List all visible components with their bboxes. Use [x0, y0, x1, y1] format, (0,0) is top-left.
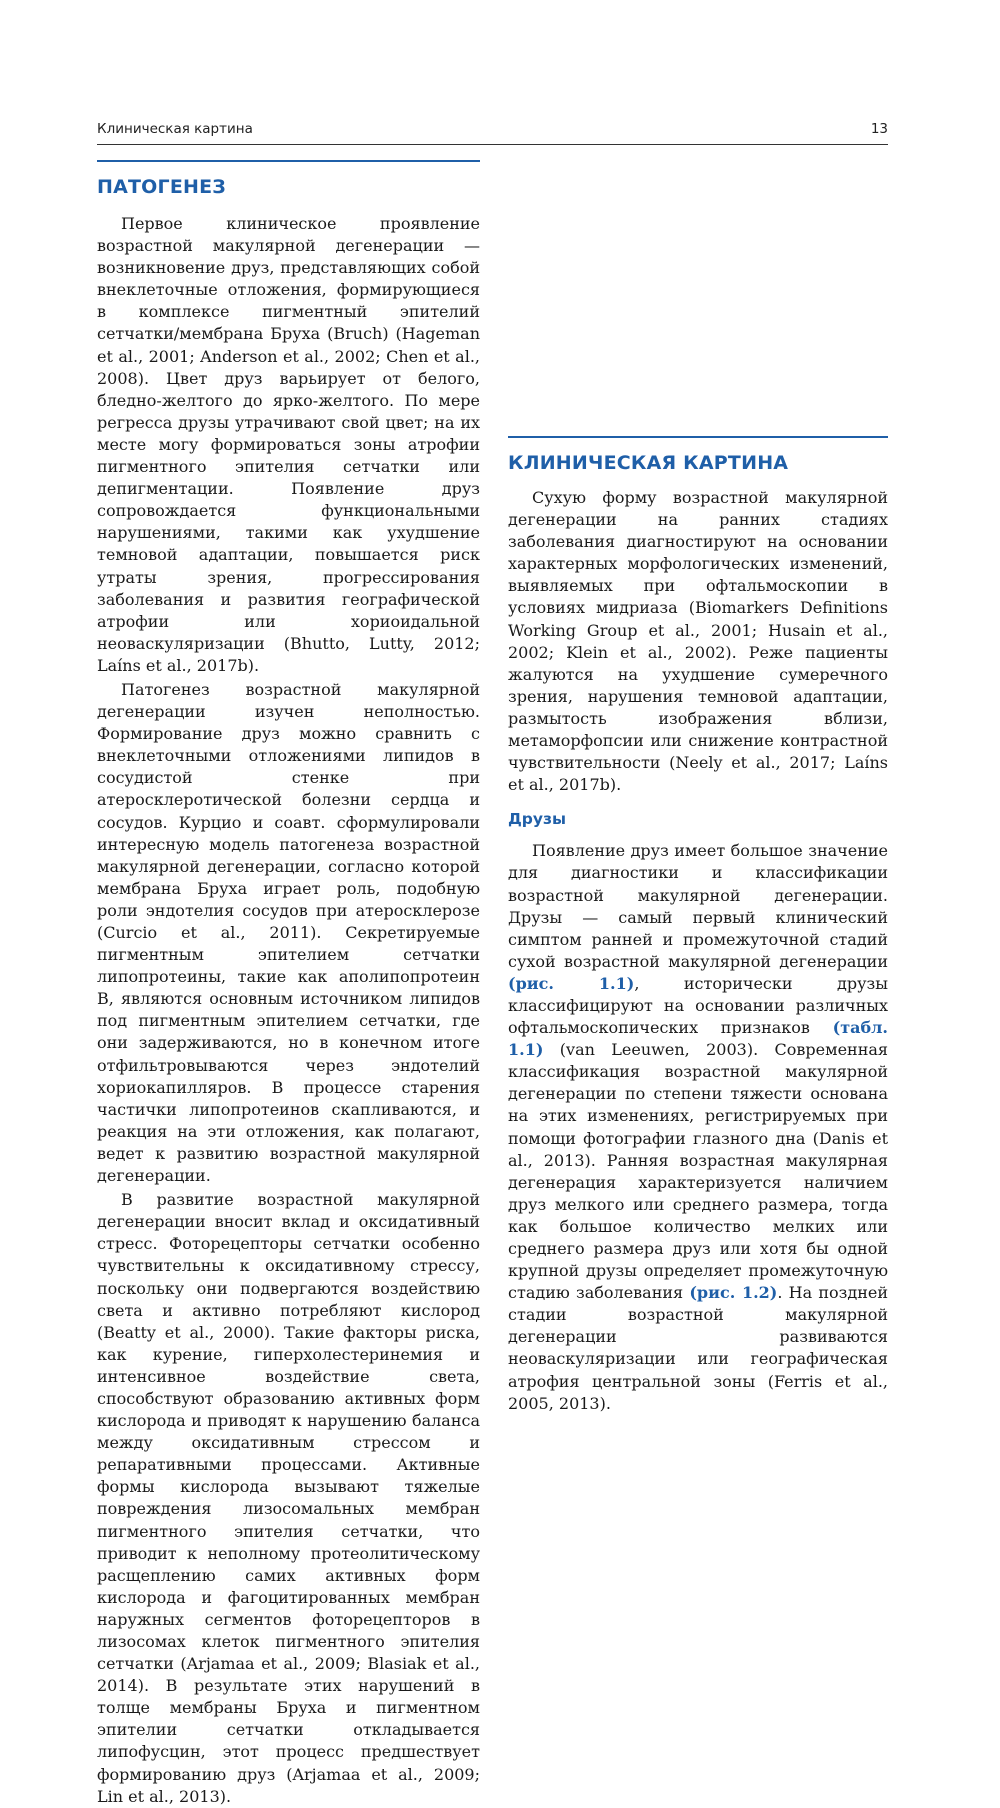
subsection-heading-drusen: Друзы	[508, 810, 567, 829]
drusen-text-4: . На поздней стадии возрастной макулярной дегенерации развиваются неоваскуляризации или географическая атрофия центральной зоны (Ferris et al., 2005, 2013).	[508, 1283, 888, 1413]
section-rule-clinical	[508, 436, 888, 438]
paragraph-pathogenesis-2: Патогенез возрастной макулярной дегенерации изучен неполностью. Формирование друз можно сравнить с внеклеточными отложениями липидов в сосудистой стенке при атеросклеротической болезни сердца и сосудов. Курцио и соавт. сформулировали интересную модель патогенеза возрастной макулярной дегенерации, согласно которой мембрана Бруха играет роль, подобную роли эндотелия сосудов при атеросклерозе (Curcio et al., 2011). Секретируемые пигментным эпителием сетчатки липопротеины, такие как аполипопротеин B, являются основным источником липидов под пигментным эпителием сетчатки, где они задерживаются, но в конечном итоге отфильтровываются через эндотелий хориокапилляров. В процессе старения частички липопротеинов скапливаются, и реакция на эти отложения, как полагают, ведет к развитию возрастной макулярной дегенерации.	[97, 679, 480, 1186]
drusen-text-2: , исторически друзы классифицируют на основании различных офтальмоскопических признаков	[508, 973, 888, 1038]
drusen-text-1: Появление друз имеет большое значение для диагностики и классификации возрастной макулярной дегенерации. Друзы — самый первый клинический симптом ранней и промежуточной стадий сухой возрастной макулярной дегенерации	[508, 841, 888, 971]
drusen-text-3: (van Leeuwen, 2003). Современная классификация возрастной макулярной дегенерации по степени тяжести основана на этих изменениях, регистрируемых при помощи фотографии глазного дна (Danis et al., 2013). Ранняя возрастная макулярная дегенерация характеризуется наличием друз мелкого или среднего размера, тогда как большое количество мелких или среднего размера друз или хотя бы одной крупной друзы определяет промежуточную стадию заболевания	[508, 1040, 888, 1303]
paragraph-pathogenesis-1: Первое клиническое проявление возрастной макулярной дегенерации — возникновение друз, представляющих собой внеклеточные отложения, формирующиеся в комплексе пигментный эпителий сетчатки/мембрана Бруха (Bruch) (Hageman et al., 2001; Anderson et al., 2002; Chen et al., 2008). Цвет друз варьирует от белого, бледно-желтого до ярко-желтого. По мере регресса друзы утрачивают свой цвет; на их месте могу формироваться зоны атрофии пигментного эпителия сетчатки или депигментации. Появление друз сопровождается функциональными нарушениями, такими как ухудшение темновой адаптации, повышается риск утраты зрения, прогрессирования заболевания и развития географической атрофии или хориоидальной неоваскуляризации (Bhutto, Lutty, 2012; Laíns et al., 2017b).	[97, 214, 480, 675]
section-heading-pathogenesis: ПАТОГЕНЕЗ	[97, 176, 226, 198]
right-column	[508, 156, 888, 1415]
paragraph-pathogenesis-3: В развитие возрастной макулярной дегенерации вносит вклад и оксидативный стресс. Фоторецепторы сетчатки особенно чувствительны к оксидативному стрессу, поскольку они подвергаются воздействию света и активно потребляют кислород (Beatty et al., 2000). Такие факторы риска, как курение, гиперхолестеринемия и интенсивное воздействие света, способствуют образованию активных форм кислорода и приводят к нарушению баланса между оксидативным стрессом и репаративными процессами. Активные формы кислорода вызывают тяжелые повреждения лизосомальных мембран пигментного эпителия сетчатки, что приводит к неполному протеолитическому расщеплению самих активных форм кислорода и фагоцитированных мембран наружных сегментов фоторецепторов в лизосомах клеток пигментного эпителия сетчатки (Arjamaa et al., 2009; Blasiak et al., 2014). В результате этих нарушений в толще мембраны Бруха и пигментном эпителии сетчатки откладывается липофусцин, этот процесс предшествует формированию друз (Arjamaa et al., 2009; Lin et al., 2013).	[97, 1190, 480, 1806]
running-head-title: Клиническая картина	[97, 121, 253, 137]
paragraph-drusen	[508, 840, 888, 1414]
paragraph-clinical-1: Сухую форму возрастной макулярной дегенерации на ранних стадиях заболевания диагностируют на основании характерных морфологических изменений, выявляемых при офтальмоскопии в условиях мидриаза (Biomarkers Definitions Working Group et al., 2001; Husain et al., 2002; Klein et al., 2002). Реже пациенты жалуются на ухудшение сумеречного зрения, нарушения темновой адаптации, размытость изображения вблизи, метаморфопсии или снижение контрастной чувствительности (Neely et al., 2017; Laíns et al., 2017b).	[508, 488, 888, 795]
section-rule-pathogenesis	[97, 160, 480, 162]
page-number: 13	[870, 121, 888, 137]
left-column	[97, 156, 480, 1808]
section-heading-clinical: КЛИНИЧЕСКАЯ КАРТИНА	[508, 452, 789, 474]
table-link-1-1[interactable]: (табл. 1.1)	[508, 1018, 888, 1060]
header-rule	[97, 144, 888, 145]
figure-link-1-2[interactable]: (рис. 1.2)	[689, 1283, 778, 1303]
figure-link-1-1[interactable]: (рис. 1.1)	[508, 973, 635, 993]
